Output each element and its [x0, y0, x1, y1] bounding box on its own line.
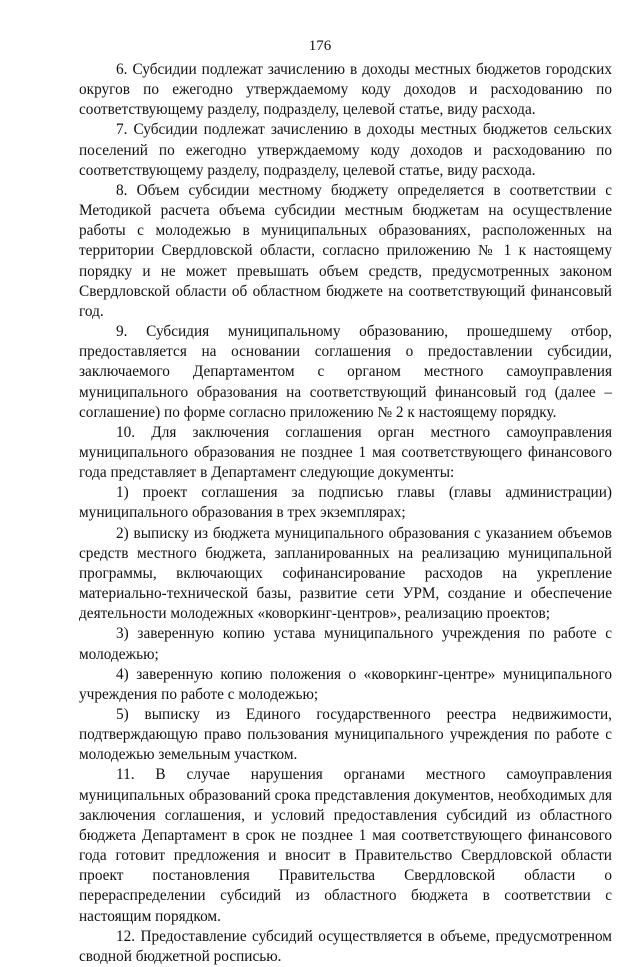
document-body — [79, 60, 612, 967]
subitem-3-charter-copy: 3) заверенную копию устава муниципального учреждения по работе с молодежью; — [79, 625, 612, 663]
paragraph-item-6: 6. Субсидии подлежат зачислению в доходы местных бюджетов городских округов по ежегодно утверждаемому коду доходов и расходованию по соответствующему разделу, подразделу, целевой статье, виду расхода. — [79, 61, 612, 119]
subitem-1-draft-agreement: 1) проект соглашения за подписью главы (главы администрации) муниципального образования в трех экземплярах; — [79, 484, 612, 522]
subitem-4-regulation-copy: 4) заверенную копию положения о «коворкинг-центре» муниципального учреждения по работе с молодежью; — [79, 665, 612, 703]
paragraph-item-12: 12. Предоставление субсидий осуществляется в объеме, предусмотренном сводной бюджетной росписью. — [79, 927, 612, 965]
subitem-2-budget-extract: 2) выписку из бюджета муниципального образования с указанием объемов средств местного бюджета, запланированных на реализацию муниципальной программы, включающих софинансирование расходов на укрепление материально-технической базы, развитие сети УРМ, создание и обеспечение деятельности молодежных «коворкинг-центров», реализацию проектов; — [79, 524, 612, 623]
paragraph-item-7: 7. Субсидии подлежат зачислению в доходы местных бюджетов сельских поселений по ежегодно утверждаемому коду доходов и расходованию по соответствующему разделу, подразделу, целевой статье, виду расхода. — [79, 121, 612, 179]
paragraph-item-9: 9. Субсидия муниципальному образованию, прошедшему отбор, предоставляется на основании соглашения о предоставлении субсидии, заключаемого Департаментом с органом местного самоуправления муниципального образования на соответствующий финансовый год (далее – соглашение) по форме согласно приложению № 2 к настоящему порядку. — [79, 323, 612, 421]
subitem-5-registry-extract: 5) выписку из Единого государственного реестра недвижимости, подтверждающую право пользования муниципального учреждения по работе с молодежью земельным участком. — [79, 706, 612, 764]
paragraph-item-8: 8. Объем субсидии местному бюджету определяется в соответствии с Методикой расчета объема субсидии местным бюджетам на осуществление работы с молодежью в муниципальных образованиях, расположенных на территории Свердловской области, согласно приложению № 1 к настоящему порядку и не может превышать объем средств, предусмотренных законом Свердловской области об областном бюджете на соответствующий финансовый год. — [79, 181, 612, 320]
paragraph-item-11: 11. В случае нарушения органами местного самоуправления муниципальных образований срока представления документов, необходимых для заключения соглашения, и условий предоставления субсидий из областного бюджета Департамент в срок не позднее 1 мая соответствующего финансового года готовит предложения и вносит в Правительство Свердловской области проект постановления Правительства Свердловской области о перераспределении субсидий из областного бюджета в соответствии с настоящим порядком. — [79, 766, 612, 925]
page-number: 176 — [308, 38, 332, 54]
paragraph-item-10: 10. Для заключения соглашения орган местного самоуправления муниципального образования не позднее 1 мая соответствующего финансового года представляет в Департамент следующие документы: — [79, 423, 612, 482]
